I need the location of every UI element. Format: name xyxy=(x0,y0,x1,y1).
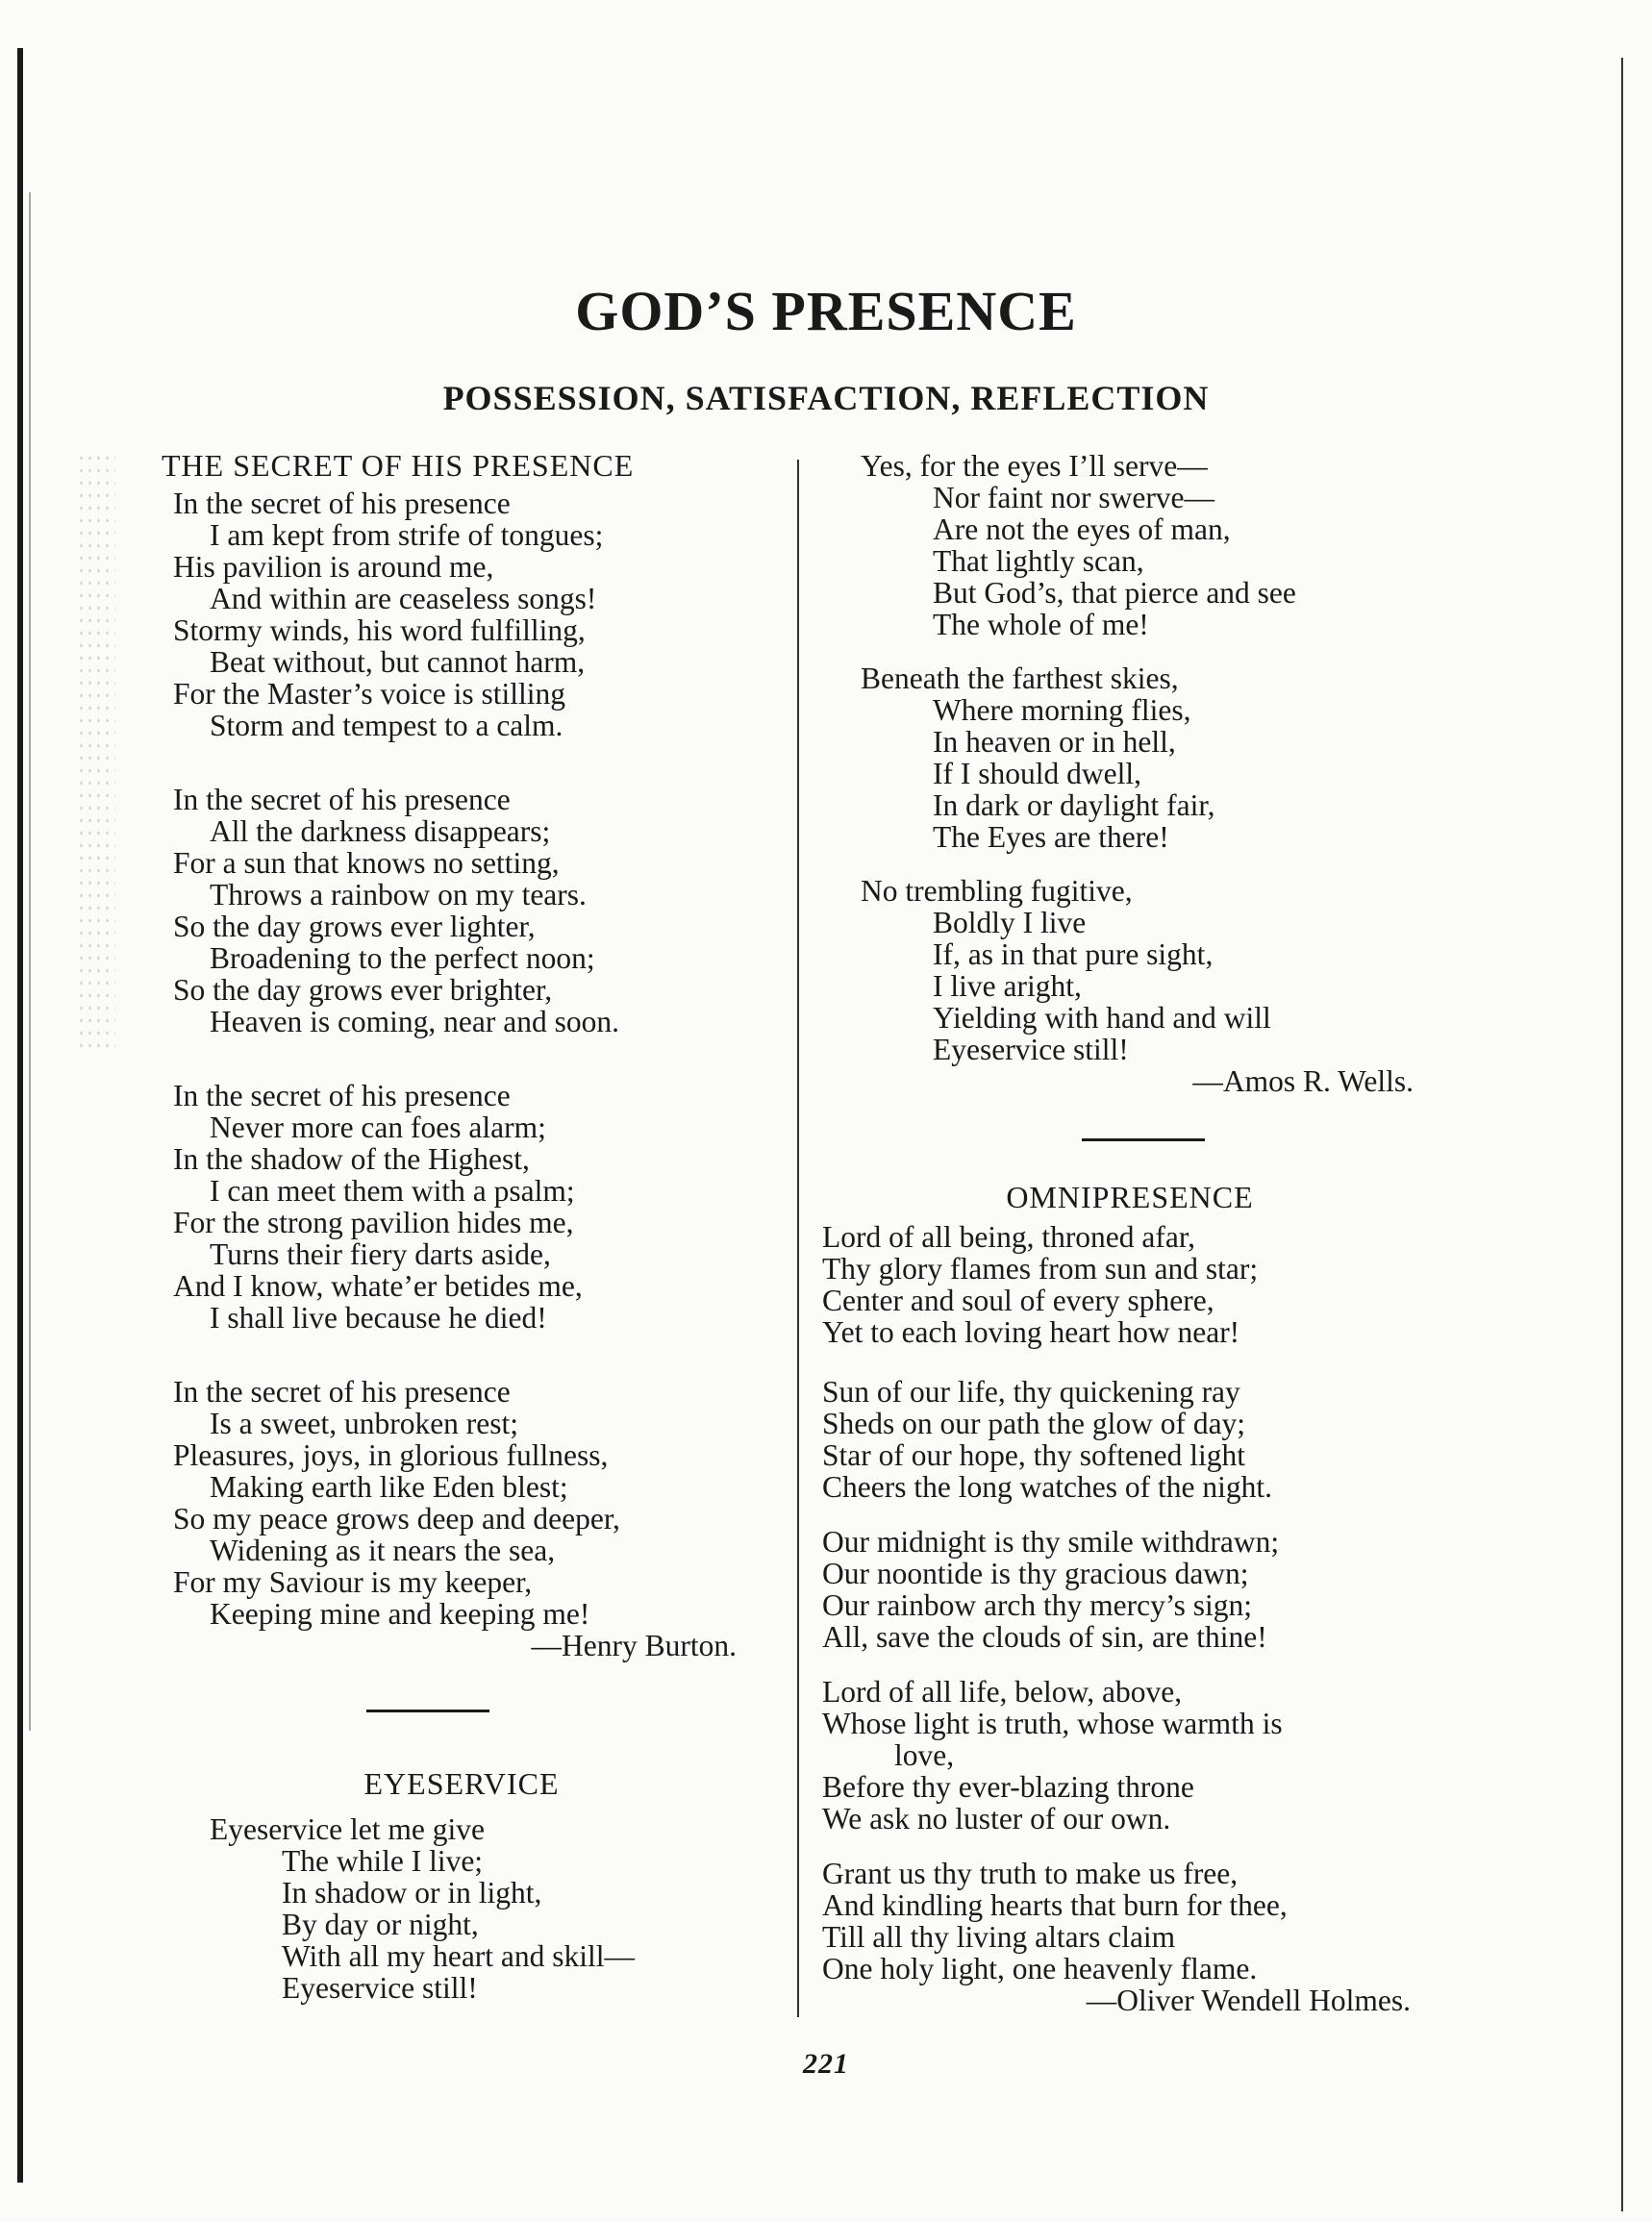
poem-line: Widening as it nears the sea, xyxy=(210,1534,556,1567)
scan-speckles xyxy=(77,452,115,1048)
poem-line: So my peace grows deep and deeper, xyxy=(173,1502,620,1535)
poem-line: Star of our hope, thy softened light xyxy=(822,1438,1246,1472)
poem-line: In the secret of his presence xyxy=(173,783,511,816)
page-number: 221 xyxy=(803,2048,849,2080)
omnipresence-stanza-5 xyxy=(822,1858,1476,1985)
poem-line: All, save the clouds of sin, are thine! xyxy=(822,1620,1267,1654)
author-secret: —Henry Burton. xyxy=(531,1629,737,1662)
poem-line: Center and soul of every sphere, xyxy=(822,1284,1214,1317)
poem-line: In shadow or in light, xyxy=(282,1876,542,1910)
poem-line: Nor faint nor swerve— xyxy=(933,481,1215,514)
poem-line: And I know, whate’er betides me, xyxy=(173,1269,583,1303)
poem-line: Eyeservice still! xyxy=(933,1033,1129,1066)
eyeservice-stanza-4 xyxy=(822,875,1476,1065)
column-divider xyxy=(797,460,799,2017)
poem-line: In the shadow of the Highest, xyxy=(173,1142,530,1176)
poem-line: If, as in that pure sight, xyxy=(933,937,1214,971)
poem-line: Our rainbow arch thy mercy’s sign; xyxy=(822,1588,1253,1622)
poem-line: Pleasures, joys, in glorious fullness, xyxy=(173,1438,609,1472)
poem-line: For the Master’s voice is stilling xyxy=(173,677,566,711)
poem-title-omnipresence: OMNIPRESENCE xyxy=(1006,1180,1254,1214)
poem-line: For a sun that knows no setting, xyxy=(173,846,560,880)
poem-line: Broadening to the perfect noon; xyxy=(210,941,595,975)
poem-line: Turns their fiery darts aside, xyxy=(210,1237,551,1271)
poem-line: If I should dwell, xyxy=(933,757,1141,790)
omnipresence-stanza-4 xyxy=(822,1676,1476,1835)
poem-line: The whole of me! xyxy=(933,608,1149,641)
poem-line: Yes, for the eyes I’ll serve— xyxy=(861,449,1208,483)
poem-line: Grant us thy truth to make us free, xyxy=(822,1857,1239,1890)
right-column xyxy=(822,450,1476,2016)
poem-line: The Eyes are there! xyxy=(933,820,1169,854)
poem-line: All the darkness disappears; xyxy=(210,814,551,848)
poem-line: Making earth like Eden blest; xyxy=(210,1470,568,1504)
poem-line: So the day grows ever lighter, xyxy=(173,910,536,943)
author-eyeservice: —Amos R. Wells. xyxy=(1192,1064,1414,1098)
poem-line: By day or night, xyxy=(282,1908,479,1941)
poem-line: Stormy winds, his word fulfilling, xyxy=(173,613,586,647)
poem-line: Lord of all being, throned afar, xyxy=(822,1220,1195,1254)
omnipresence-stanza-1 xyxy=(822,1221,1476,1348)
poem-title-secret: THE SECRET OF HIS PRESENCE xyxy=(162,448,635,483)
section-rule xyxy=(1082,1138,1205,1141)
poem-line: Before thy ever-blazing throne xyxy=(822,1770,1194,1804)
poem-line: In dark or daylight fair, xyxy=(933,788,1215,822)
poem-line: love, xyxy=(894,1738,955,1772)
poem-line: Yet to each loving heart how near! xyxy=(822,1315,1240,1349)
poem-line: Our midnight is thy smile withdrawn; xyxy=(822,1525,1280,1559)
page-title: GOD’S PRESENCE xyxy=(575,280,1077,342)
poem-line: I live aright, xyxy=(933,969,1082,1003)
poem-line: Our noontide is thy gracious dawn; xyxy=(822,1557,1249,1590)
omnipresence-stanza-2 xyxy=(822,1376,1476,1503)
poem-line: Yielding with hand and will xyxy=(933,1001,1271,1035)
page-subtitle: POSSESSION, SATISFACTION, REFLECTION xyxy=(442,379,1210,417)
poem-line: So the day grows ever brighter, xyxy=(173,973,553,1007)
poem-line: Beneath the farthest skies, xyxy=(861,662,1179,695)
section-rule xyxy=(366,1710,489,1712)
poem-line: Are not the eyes of man, xyxy=(933,512,1231,546)
poem-line: And kindling hearts that burn for thee, xyxy=(822,1888,1288,1922)
poem-line: In the secret of his presence xyxy=(173,487,511,520)
poem-line: In the secret of his presence xyxy=(173,1079,511,1112)
poem-line: But God’s, that pierce and see xyxy=(933,576,1296,610)
poem-line: I shall live because he died! xyxy=(210,1301,547,1335)
scan-edge-left xyxy=(17,48,23,2183)
poem-line: Thy glory flames from sun and star; xyxy=(822,1252,1259,1286)
scan-edge-left-inner xyxy=(29,192,31,1731)
poem-line: Never more can foes alarm; xyxy=(210,1111,546,1144)
poem-line: His pavilion is around me, xyxy=(173,550,494,584)
poem-line: Keeping mine and keeping me! xyxy=(210,1597,590,1631)
poem-line: We ask no luster of our own. xyxy=(822,1802,1171,1835)
poem-line: In the secret of his presence xyxy=(173,1375,511,1409)
secret-stanza-2 xyxy=(173,784,788,1037)
poem-line: The while I live; xyxy=(282,1844,484,1878)
poem-line: Lord of all life, below, above, xyxy=(822,1675,1183,1709)
author-omnipresence: —Oliver Wendell Holmes. xyxy=(1086,1984,1411,2017)
eyeservice-stanza-2 xyxy=(822,450,1476,640)
omnipresence-stanza-3 xyxy=(822,1526,1476,1653)
poem-line: In heaven or in hell, xyxy=(933,725,1176,759)
poem-line: Sun of our life, thy quickening ray xyxy=(822,1375,1240,1409)
poem-line: And within are ceaseless songs! xyxy=(210,582,597,615)
poem-title-eyeservice: EYESERVICE xyxy=(363,1766,560,1801)
poem-line: Beat without, but cannot harm, xyxy=(210,645,586,679)
poem-line: That lightly scan, xyxy=(933,544,1144,578)
poem-line: Whose light is truth, whose warmth is xyxy=(822,1707,1283,1740)
poem-line: Boldly I live xyxy=(933,906,1087,939)
poem-line: Eyeservice still! xyxy=(282,1971,478,2005)
poem-line: Heaven is coming, near and soon. xyxy=(210,1005,620,1038)
poem-line: Storm and tempest to a calm. xyxy=(210,709,563,742)
eyeservice-stanza-3 xyxy=(822,662,1476,853)
poem-line: I can meet them with a psalm; xyxy=(210,1174,575,1208)
left-column xyxy=(162,448,788,2005)
secret-stanza-3 xyxy=(173,1080,788,1334)
secret-stanza-1 xyxy=(173,487,788,741)
poem-line: One holy light, one heavenly flame. xyxy=(822,1952,1258,1985)
poem-line: Cheers the long watches of the night. xyxy=(822,1470,1273,1504)
poem-line: Where morning flies, xyxy=(933,693,1191,727)
poem-line: Sheds on our path the glow of day; xyxy=(822,1407,1246,1440)
poem-line: Eyeservice let me give xyxy=(210,1812,485,1846)
poem-line: For the strong pavilion hides me, xyxy=(173,1206,574,1239)
poem-line: Throws a rainbow on my tears. xyxy=(210,878,587,911)
poem-line: With all my heart and skill— xyxy=(282,1939,636,1973)
eyeservice-stanza-1 xyxy=(173,1813,788,2004)
poem-line: I am kept from strife of tongues; xyxy=(210,518,604,552)
poem-line: No trembling fugitive, xyxy=(861,874,1133,908)
poem-line: Till all thy living altars claim xyxy=(822,1920,1176,1954)
secret-stanza-4 xyxy=(173,1376,788,1630)
poem-line: For my Saviour is my keeper, xyxy=(173,1565,533,1599)
poem-line: Is a sweet, unbroken rest; xyxy=(210,1407,519,1440)
